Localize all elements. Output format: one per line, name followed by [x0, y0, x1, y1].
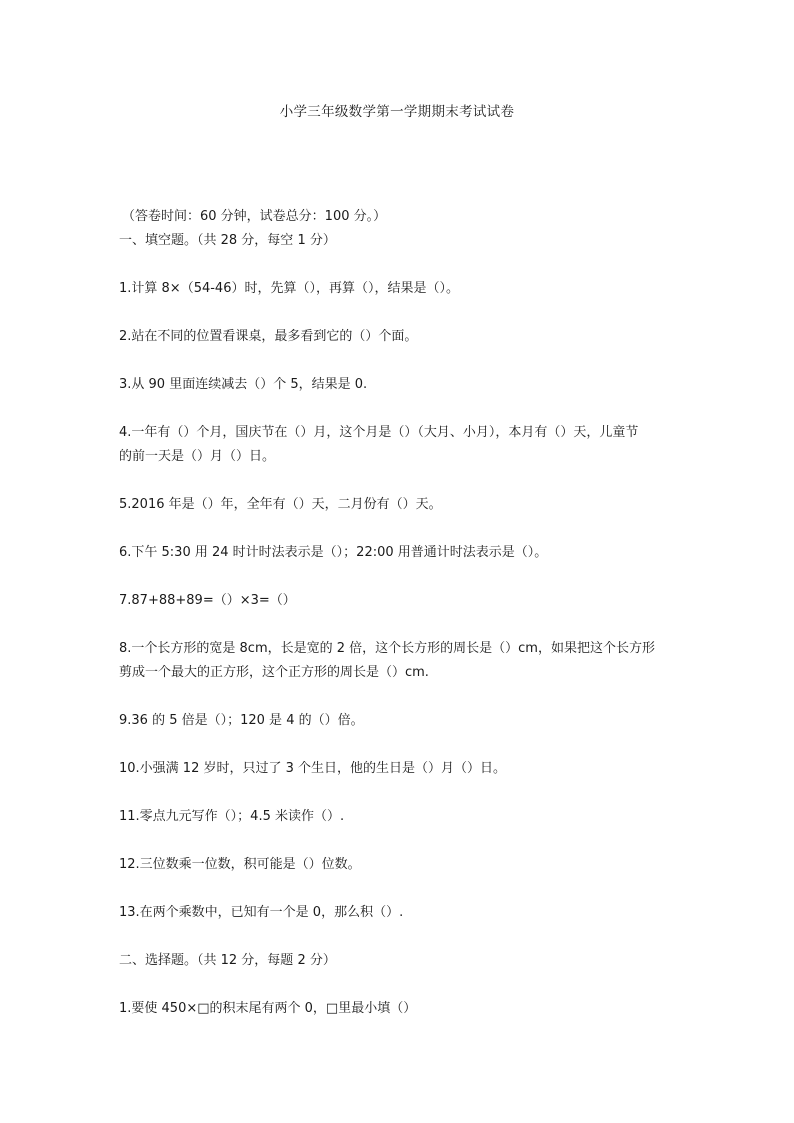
question-1-4-line2: 的前一天是（）月（）日。	[119, 449, 276, 464]
question-1-10: 10.小强满 12 岁时，只过了 3 个生日，他的生日是（）月（）日。	[119, 761, 507, 776]
section-2-heading: 二、选择题。（共 12 分，每题 2 分）	[119, 953, 336, 968]
question-1-13: 13.在两个乘数中，已知有一个是 0，那么积（）.	[119, 905, 404, 920]
question-1-1: 1.计算 8×（54-46）时，先算（），再算（），结果是（）。	[119, 281, 459, 296]
question-1-4-line1: 4.一年有（）个月，国庆节在（）月，这个月是（）（大月、小月），本月有（）天，儿童节	[119, 425, 639, 440]
question-1-8-line2: 剪成一个最大的正方形，这个正方形的周长是（）cm.	[119, 665, 429, 680]
question-1-5: 5.2016 年是（）年，全年有（）天，二月份有（）天。	[119, 497, 442, 512]
question-1-12: 12.三位数乘一位数，积可能是（）位数。	[119, 857, 361, 872]
question-1-9: 9.36 的 5 倍是（）；120 是 4 的（）倍。	[119, 713, 364, 728]
question-2-1: 1.要使 450×□的积末尾有两个 0，□里最小填（）	[119, 1001, 417, 1016]
question-1-8-line1: 8.一个长方形的宽是 8cm，长是宽的 2 倍，这个长方形的周长是（）cm，如果把这个长方形	[119, 641, 655, 656]
question-1-6: 6.下午 5:30 用 24 时计时法表示是（）；22:00 用普通计时法表示是（）。	[119, 545, 548, 560]
question-1-3: 3.从 90 里面连续减去（）个 5，结果是 0.	[119, 377, 368, 392]
question-1-11: 11.零点九元写作（）；4.5 米读作（）.	[119, 809, 345, 824]
document-title: 小学三年级数学第一学期期末考试试卷	[279, 104, 515, 120]
exam-note: （答卷时间：60 分钟，试卷总分：100 分。）	[122, 209, 387, 224]
question-1-2: 2.站在不同的位置看课桌，最多看到它的（）个面。	[119, 329, 418, 344]
question-1-7: 7.87+88+89=（）×3=（）	[119, 593, 296, 608]
section-1-heading: 一、填空题。（共 28 分，每空 1 分）	[119, 233, 336, 248]
